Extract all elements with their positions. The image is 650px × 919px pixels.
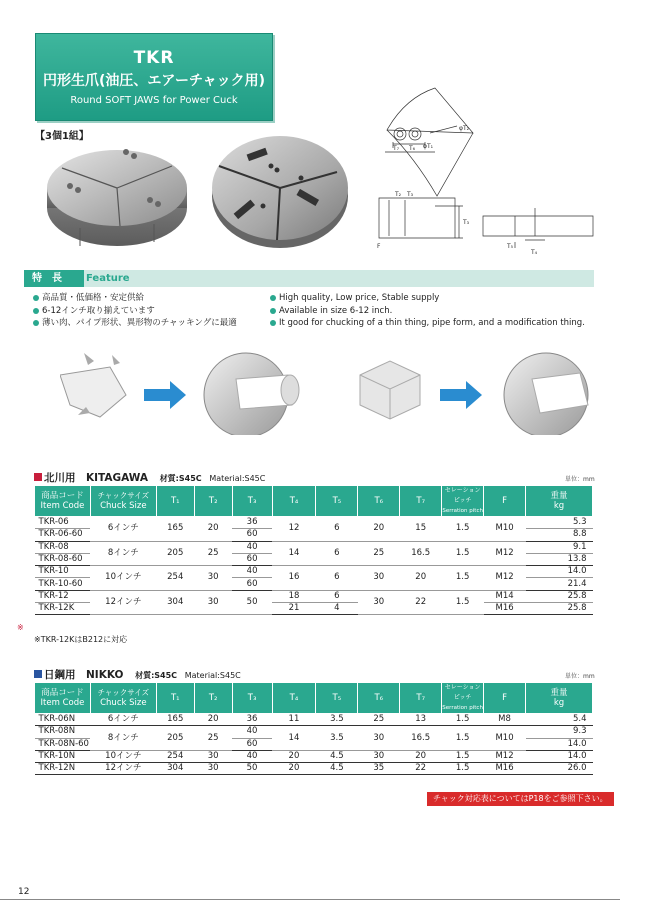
table-row xyxy=(35,590,593,602)
th-t3: T₃ xyxy=(232,683,272,714)
cell-kg: 5.4 xyxy=(526,714,593,726)
th-t1: T₁ xyxy=(156,683,194,714)
cell-t3: 60 xyxy=(232,553,272,565)
cell-t5: 6 xyxy=(316,541,358,566)
th-weight xyxy=(526,486,593,517)
cell-code: TKR-06N xyxy=(35,714,91,726)
set-label: 【3個1組】 xyxy=(35,131,89,142)
cell-t3: 60 xyxy=(232,738,272,750)
th-weight-jp: 重量 xyxy=(550,491,568,501)
cell-t2: 20 xyxy=(194,714,232,726)
cell-t3: 60 xyxy=(232,529,272,541)
title-box xyxy=(35,33,273,121)
cell-kg: 13.8 xyxy=(526,553,593,565)
cell-chuck: 12インチ xyxy=(90,763,156,775)
feature-bar xyxy=(24,270,594,287)
cell-kg: 21.4 xyxy=(526,578,593,590)
cell-t4: 20 xyxy=(272,763,316,775)
chuck-table-reference-note: チャック対応表についてはP18をご参照下さい。 xyxy=(427,792,614,806)
label-phi-t1: φT₁ xyxy=(423,143,434,150)
cell-t2: 30 xyxy=(194,590,232,615)
th-chuck-jp: チャックサイズ xyxy=(97,688,150,697)
cell-serr: 1.5 xyxy=(442,726,484,751)
cell-t7: 13 xyxy=(400,714,442,726)
cell-t2: 25 xyxy=(194,541,232,566)
cell-kg: 26.0 xyxy=(526,763,593,775)
cell-t2: 25 xyxy=(194,726,232,751)
th-chuck-jp: チャックサイズ xyxy=(97,491,150,500)
cell-t1: 205 xyxy=(156,726,194,751)
th-weight-jp: 重量 xyxy=(550,688,568,698)
th-serration xyxy=(442,683,484,714)
cell-t3: 40 xyxy=(232,750,272,762)
cell-code: TKR-06-60 xyxy=(35,529,91,541)
cell-t6: 30 xyxy=(358,590,400,615)
cell-t4: 14 xyxy=(272,726,316,751)
cell-kg: 9.1 xyxy=(526,541,593,553)
cell-t5: 6 xyxy=(316,566,358,591)
cell-chuck: 10インチ xyxy=(90,566,156,591)
title-en: Round SOFT JAWS for Power Cuck xyxy=(70,95,238,106)
th-chuck-en: Chuck Size xyxy=(100,501,147,511)
cell-code: TKR-10N xyxy=(35,750,91,762)
cell-serr: 1.5 xyxy=(442,750,484,762)
cell-code: TKR-08N xyxy=(35,726,91,738)
cell-chuck: 6インチ xyxy=(90,714,156,726)
cell-t7: 15 xyxy=(400,517,442,542)
cell-t3: 40 xyxy=(232,541,272,553)
cell-f: M16 xyxy=(484,603,526,615)
usage-illustration xyxy=(60,335,600,435)
cell-kg: 5.3 xyxy=(526,517,593,529)
cell-kg: 14.0 xyxy=(526,566,593,578)
th-code-jp: 商品コード xyxy=(41,491,84,501)
jaw-photo-flat xyxy=(42,138,192,250)
cell-t1: 304 xyxy=(156,763,194,775)
th-serration xyxy=(442,486,484,517)
cell-chuck: 8インチ xyxy=(90,726,156,751)
cell-t4: 11 xyxy=(272,714,316,726)
cell-code: TKR-08N-60 xyxy=(35,738,91,750)
cell-t3: 50 xyxy=(232,590,272,615)
cell-chuck: 10インチ xyxy=(90,750,156,762)
th-t6: T₆ xyxy=(358,486,400,517)
cell-t6: 25 xyxy=(358,714,400,726)
label-t4: T₄ xyxy=(531,249,538,256)
label-t3b: T₃ xyxy=(463,219,470,226)
table-row xyxy=(35,750,593,762)
cell-t5: 3.5 xyxy=(316,726,358,751)
cell-t6: 30 xyxy=(358,566,400,591)
th-t1: T₁ xyxy=(156,486,194,517)
cell-code: TKR-12 xyxy=(35,590,91,602)
th-t2: T₂ xyxy=(194,486,232,517)
cell-t3: 40 xyxy=(232,566,272,578)
cell-kg: 25.8 xyxy=(526,590,593,602)
jaw-photo-angled xyxy=(205,126,355,250)
feature-item: High quality, Low price, Stable supply xyxy=(270,292,585,305)
section-marker xyxy=(34,473,42,481)
feature-list-en xyxy=(270,292,585,330)
unit-label: 単位：mm xyxy=(565,673,595,680)
cell-serr: 1.5 xyxy=(442,517,484,542)
feature-item: Available in size 6-12 inch. xyxy=(270,305,585,318)
cell-code: TKR-12K xyxy=(35,603,91,615)
th-weight-en: kg xyxy=(553,698,565,708)
cell-t3: 40 xyxy=(232,726,272,738)
cell-t3: 36 xyxy=(232,517,272,529)
feature-list-jp xyxy=(33,292,237,330)
cell-t1: 165 xyxy=(156,517,194,542)
cell-t6: 30 xyxy=(358,750,400,762)
section-marker xyxy=(34,670,42,678)
cell-t3: 50 xyxy=(232,763,272,775)
cell-t7: 22 xyxy=(400,763,442,775)
th-serr-en: Serration pitch xyxy=(442,508,483,514)
label-phi-t2: φT₂ xyxy=(459,125,470,132)
cell-f: M8 xyxy=(484,714,526,726)
th-t4: T₄ xyxy=(272,683,316,714)
nikko-heading: 日鋼用 NIKKO xyxy=(44,669,124,681)
cell-t5: 6 xyxy=(316,590,358,602)
cell-t7: 16.5 xyxy=(400,726,442,751)
kitagawa-note: ※TKR-12KはB212に対応 xyxy=(34,635,128,644)
nikko-title xyxy=(34,667,241,682)
cell-t5: 4.5 xyxy=(316,763,358,775)
th-t7: T₇ xyxy=(400,486,442,517)
label-t7: T₇ xyxy=(393,145,400,152)
th-f: F xyxy=(484,486,526,517)
feature-item: It good for chucking of a thin thing, pipe form, and a modification thing. xyxy=(270,317,585,330)
cell-t6: 30 xyxy=(358,726,400,751)
cell-f: M10 xyxy=(484,517,526,542)
unit-label: 単位：mm xyxy=(565,476,595,483)
cell-chuck: 6インチ xyxy=(90,517,156,542)
feature-item: 高品質・低価格・安定供給 xyxy=(33,292,237,305)
cell-t7: 22 xyxy=(400,590,442,615)
technical-drawing xyxy=(375,78,600,258)
cell-code: TKR-08 xyxy=(35,541,91,553)
th-t7: T₇ xyxy=(400,683,442,714)
feature-item: 薄い肉、パイプ形状、異形物のチャッキングに最適 xyxy=(33,317,237,330)
cell-t7: 20 xyxy=(400,750,442,762)
th-serr-jp: セレーションピッチ xyxy=(444,487,481,504)
cell-f: M10 xyxy=(484,726,526,751)
th-chuck xyxy=(90,486,156,517)
cell-serr: 1.5 xyxy=(442,566,484,591)
th-t4: T₄ xyxy=(272,486,316,517)
cell-t2: 30 xyxy=(194,566,232,591)
cell-t6: 35 xyxy=(358,763,400,775)
cell-t4: 16 xyxy=(272,566,316,591)
cell-t4: 21 xyxy=(272,603,316,615)
cell-t2: 30 xyxy=(194,763,232,775)
cell-t5: 3.5 xyxy=(316,714,358,726)
cell-t4: 12 xyxy=(272,517,316,542)
feature-item: 6-12インチ取り揃えています xyxy=(33,305,237,318)
th-f: F xyxy=(484,683,526,714)
cell-chuck: 12インチ xyxy=(90,590,156,615)
label-t5: T₅ xyxy=(507,243,514,250)
cell-t7: 16.5 xyxy=(400,541,442,566)
page-rule xyxy=(0,899,620,900)
cell-t1: 165 xyxy=(156,714,194,726)
cell-t4: 18 xyxy=(272,590,316,602)
cell-f: M12 xyxy=(484,750,526,762)
th-chuck xyxy=(90,683,156,714)
cell-serr: 1.5 xyxy=(442,763,484,775)
cell-t1: 254 xyxy=(156,750,194,762)
cell-kg: 9.3 xyxy=(526,726,593,738)
star-mark: ※ xyxy=(17,623,24,632)
page-number: 12 xyxy=(18,887,30,897)
table-row xyxy=(35,517,593,529)
cell-t6: 25 xyxy=(358,541,400,566)
th-t2: T₂ xyxy=(194,683,232,714)
cell-f: M16 xyxy=(484,763,526,775)
table-row xyxy=(35,566,593,578)
cell-t1: 254 xyxy=(156,566,194,591)
feature-label-jp: 特 長 xyxy=(24,270,84,287)
th-t5: T₅ xyxy=(316,486,358,517)
cell-t4: 14 xyxy=(272,541,316,566)
cell-t1: 304 xyxy=(156,590,194,615)
cell-code: TKR-12N xyxy=(35,763,91,775)
material-en: Material:S45C xyxy=(209,474,266,483)
cell-code: TKR-08-60 xyxy=(35,553,91,565)
cell-t7: 20 xyxy=(400,566,442,591)
table-row xyxy=(35,714,593,726)
cell-serr: 1.5 xyxy=(442,590,484,615)
th-chuck-en: Chuck Size xyxy=(100,698,147,708)
feature-label-en: Feature xyxy=(86,273,130,284)
cell-kg: 8.8 xyxy=(526,529,593,541)
cell-t3: 60 xyxy=(232,578,272,590)
material-jp: 材質:S45C xyxy=(135,671,178,680)
cell-t2: 20 xyxy=(194,517,232,542)
cell-t1: 205 xyxy=(156,541,194,566)
cell-code: TKR-06 xyxy=(35,517,91,529)
material-en: Material:S45C xyxy=(184,671,241,680)
th-t3: T₃ xyxy=(232,486,272,517)
cell-t5: 4.5 xyxy=(316,750,358,762)
cell-code: TKR-10 xyxy=(35,566,91,578)
cell-chuck: 8インチ xyxy=(90,541,156,566)
model-name: TKR xyxy=(133,48,175,68)
th-weight-en: kg xyxy=(553,501,565,511)
cell-t2: 30 xyxy=(194,750,232,762)
label-t3: T₃ xyxy=(407,191,414,198)
kitagawa-heading: 北川用 KITAGAWA xyxy=(44,472,149,484)
label-t6: T₆ xyxy=(409,145,416,152)
table-row xyxy=(35,541,593,553)
cell-serr: 1.5 xyxy=(442,541,484,566)
label-t2: T₂ xyxy=(395,191,402,198)
cell-t5: 6 xyxy=(316,517,358,542)
th-code-en: Item Code xyxy=(40,501,85,511)
th-code-en: Item Code xyxy=(40,698,85,708)
th-serr-en: Serration pitch xyxy=(442,705,483,711)
cell-t5: 4 xyxy=(316,603,358,615)
th-code-jp: 商品コード xyxy=(41,688,84,698)
nikko-table xyxy=(34,682,593,775)
title-jp: 円形生爪(油圧、エアーチャック用) xyxy=(43,73,265,89)
table-row xyxy=(35,726,593,738)
cell-kg: 14.0 xyxy=(526,738,593,750)
cell-t4: 20 xyxy=(272,750,316,762)
cell-f: M14 xyxy=(484,590,526,602)
cell-serr: 1.5 xyxy=(442,714,484,726)
cell-t3: 36 xyxy=(232,714,272,726)
th-code xyxy=(35,486,91,517)
cell-f: M12 xyxy=(484,566,526,591)
cell-kg: 14.0 xyxy=(526,750,593,762)
th-t6: T₆ xyxy=(358,683,400,714)
cell-kg: 25.8 xyxy=(526,603,593,615)
th-weight xyxy=(526,683,593,714)
th-code xyxy=(35,683,91,714)
th-t5: T₅ xyxy=(316,683,358,714)
cell-t6: 20 xyxy=(358,517,400,542)
label-f: F xyxy=(377,243,381,250)
kitagawa-title xyxy=(34,470,265,485)
table-row xyxy=(35,763,593,775)
cell-f: M12 xyxy=(484,541,526,566)
kitagawa-table xyxy=(34,485,593,615)
cell-code: TKR-10-60 xyxy=(35,578,91,590)
th-serr-jp: セレーションピッチ xyxy=(444,684,481,701)
material-jp: 材質:S45C xyxy=(159,474,202,483)
